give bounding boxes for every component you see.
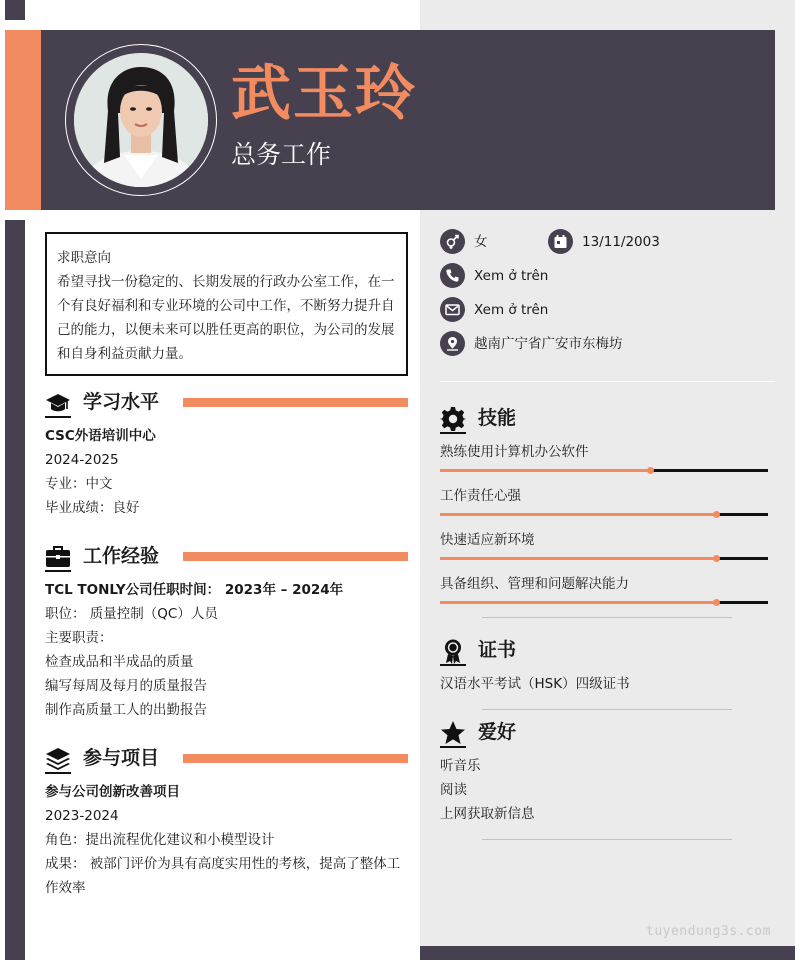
skill-bar-dot [713,511,720,518]
projects-icon-underline [45,772,71,774]
skill-bar-fill [440,513,716,516]
avatar [74,53,208,187]
left-strip-top [5,0,25,20]
projects-title: 参与项目 [83,747,160,769]
skill-label: 快速适应新环境 [440,532,535,548]
project-role: 角色：提出流程优化建议和小模型设计 [45,832,275,848]
certificates-icon-underline [440,664,466,666]
experience-company: TCL TONLY公司任职时间： 2023年 – 2024年 [45,582,344,598]
graduation-cap-icon [45,390,71,416]
map-pin-icon [440,331,465,356]
projects-section [45,744,408,900]
certificates-title: 证书 [478,639,517,661]
hobbies-section [440,718,770,826]
objective-title: 求职意向 [57,250,111,266]
briefcase-icon [45,544,71,570]
gear-icon [440,406,466,432]
certificate-item: 汉语水平考试（HSK）四级证书 [440,676,630,692]
skill-label: 工作责任心强 [440,488,521,504]
skills-title: 技能 [478,407,517,429]
certificates-divider [482,709,732,710]
gender-icon [440,229,465,254]
job-title: 总务工作 [231,140,332,169]
birthdate-value: 13/11/2003 [582,234,660,250]
education-school: CSC外语培训中心 [45,428,156,444]
skills-divider [482,617,732,618]
experience-header [45,542,408,572]
skills-header [440,404,770,434]
objective-text: 希望寻找一份稳定的、长期发展的行政办公室工作，在一个有良好福利和专业环境的公司中工作，不断努力提升自己的能力，以便未来可以胜任更高的职位，为公司的发展和自身利益贡献力量。 [57,274,395,362]
education-header [45,388,408,418]
address-value: 越南广宁省广安市东梅坊 [474,336,623,352]
experience-section [45,542,408,722]
layers-icon [45,746,71,772]
projects-title-bar [183,754,408,763]
experience-icon-underline [45,570,71,572]
hobby-item: 听音乐 [440,758,481,774]
education-section [45,388,408,520]
hobbies-divider [482,839,732,840]
project-name: 参与公司创新改善项目 [45,784,180,800]
skill-bar [440,469,768,472]
experience-title-bar [183,552,408,561]
education-title-bar [183,398,408,407]
skill-bar-fill [440,601,716,604]
project-result: 成果： 被部门评价为具有高度实用性的考核，提高了整体工作效率 [45,856,401,896]
skill-bar-fill [440,557,716,560]
candidate-name: 武玉玲 [231,59,417,129]
hobbies-header [440,718,770,748]
certificates-section [440,636,770,696]
education-major: 专业：中文 [45,476,113,492]
avatar-ring [65,44,217,196]
hobby-item: 上网获取新信息 [440,806,535,822]
skills-icon-underline [440,432,466,434]
skill-bar-dot [713,599,720,606]
project-years: 2023-2024 [45,808,119,824]
hobbies-title: 爱好 [478,721,517,743]
experience-duty: 检查成品和半成品的质量 [45,654,194,670]
info-divider [440,381,775,382]
skill-bar [440,557,768,560]
education-grade: 毕业成绩：良好 [45,500,140,516]
right-bottom-bar [420,946,795,960]
education-years: 2024-2025 [45,452,119,468]
skills-section [440,404,770,618]
experience-duties-label: 主要职责： [45,630,113,646]
award-icon [440,638,466,664]
experience-duty: 编写每周及每月的质量报告 [45,678,207,694]
gender-value: 女 [474,234,488,250]
hobbies-icon-underline [440,746,466,748]
watermark: tuyendung3s.com [646,924,771,939]
hobby-item: 阅读 [440,782,467,798]
header-banner [5,30,775,210]
skill-bar-dot [647,467,654,474]
calendar-icon [548,229,573,254]
star-icon [440,720,466,746]
envelope-icon [440,297,465,322]
email-value: Xem ở trên [474,302,549,318]
skill-label: 熟练使用计算机办公软件 [440,444,589,460]
phone-icon [440,263,465,288]
experience-duty: 制作高质量工人的出勤报告 [45,702,207,718]
skill-bar [440,513,768,516]
skills-list [440,442,770,604]
skill-label: 具备组织、管理和问题解决能力 [440,576,629,592]
education-icon-underline [45,416,71,418]
skill-bar [440,601,768,604]
phone-value: Xem ở trên [474,268,549,284]
left-strip [5,220,25,960]
education-title: 学习水平 [83,391,160,413]
header-accent [5,30,41,210]
experience-position: 职位： 质量控制（QC）人员 [45,606,218,622]
skill-bar-dot [713,555,720,562]
skill-bar-fill [440,469,650,472]
experience-title: 工作经验 [83,545,160,567]
objective-box [45,232,408,376]
certificates-header [440,636,770,666]
projects-header [45,744,408,774]
